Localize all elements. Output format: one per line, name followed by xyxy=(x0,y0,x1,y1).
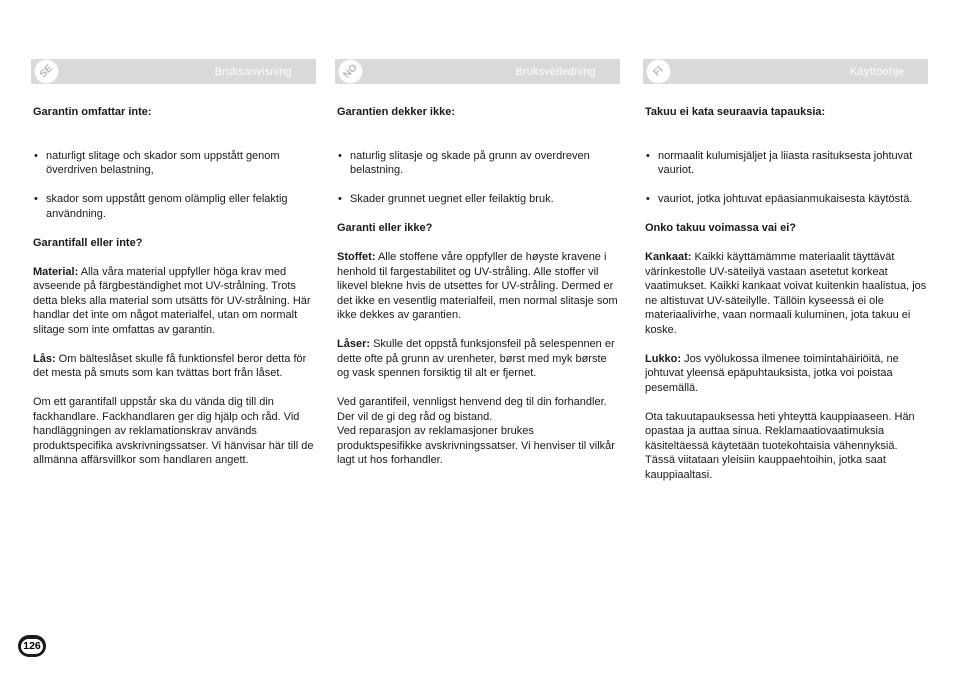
language-badge-se: SE xyxy=(30,55,63,88)
bullet-icon: • xyxy=(338,149,342,162)
language-badge-no: NO xyxy=(334,55,367,88)
paragraph-material-no: Stoffet: Alle stoffene våre oppfyller de høyste kravene i henhold til fargestabilitet og UV-stråling. Alle stoffer vil likevel blekne hvis de utsettes for UV-stråling. Dermed er det ikke en vesentlig materialfeil, men normal slitasje som ikke dekkes av garantien. xyxy=(337,251,618,321)
paragraph-lock-se: Lås: Om bälteslåset skulle få funktionsfel beror detta för det mesta på smuts som kan tvättas bort från låset. xyxy=(33,352,307,379)
column-fi xyxy=(643,59,928,481)
body-text-no xyxy=(337,105,621,468)
bullet-icon: • xyxy=(34,149,38,162)
list-item: • skador som uppstått genom olämplig eller felaktig användning. xyxy=(34,193,288,220)
header-bar-fi xyxy=(643,59,928,84)
bullet-icon: • xyxy=(34,193,38,205)
list-item: • naturligt slitage och skador som uppstått genom överdriven belastning, xyxy=(34,149,280,176)
body-text-se xyxy=(33,105,317,468)
paragraph-depreciation-no: Ved reparasjon av reklamasjoner brukes produktspesifikke avskrivningssatser. Vi henviser til vilkår lagt ut hos forhandler. xyxy=(337,425,615,466)
paragraph-claims-fi: Ota takuutapauksessa heti yhteyttä kauppiaaseen. Hän opastaa ja auttaa sinua. Reklamaatiovaatimuksia käsiteltäessä käytetään tuotekohtaisia vähennyksiä. Tässä viitataan yleisiin kauppaehtoihin, jotka saat kauppiaaltasi. xyxy=(645,410,915,481)
column-no xyxy=(335,59,620,466)
heading-warranty-case-se: Garantifall eller inte? xyxy=(33,236,143,249)
page-number-badge xyxy=(18,635,46,657)
heading-coverage-fi: Takuu ei kata seuraavia tapauksia: xyxy=(645,106,826,118)
column-se xyxy=(31,59,316,466)
list-item: • naturlig slitasje og skade på grunn av overdreven belastning. xyxy=(338,149,590,176)
list-item: • vauriot, jotka johtuvat epäasianmukaisesta käytöstä. xyxy=(646,193,913,205)
header-bar-se xyxy=(31,59,316,84)
paragraph-claims-se: Om ett garantifall uppstår ska du vända dig till din fackhandlare. Fackhandlaren ger dig hjälp och råd. Vid handläggningen av reklamationskrav används produktspecifika avskrivningssatser. Vi hänvisar här till de allmänna affärsvillkor som handlaren angett. xyxy=(33,396,314,466)
bullet-icon: • xyxy=(646,149,650,162)
bullet-icon: • xyxy=(646,193,650,205)
heading-coverage-se: Garantin omfattar inte: xyxy=(33,106,152,118)
language-badge-fi: FI xyxy=(642,55,675,88)
header-bar-no xyxy=(335,59,620,84)
heading-coverage-no: Garantien dekker ikke: xyxy=(337,106,456,118)
paragraph-lock-no: Låser: Skulle det oppstå funksjonsfeil på selespennen er dette ofte på grunn av urenheter, børst med myk børste og vask spennen forsiktig til alt er fjernet. xyxy=(337,338,615,379)
heading-warranty-case-fi: Onko takuu voimassa vai ei? xyxy=(645,222,797,234)
page-number: 126 xyxy=(23,639,41,652)
header-title-no: Bruksveiledning xyxy=(515,66,596,78)
header-title-se: Bruksanvisning xyxy=(214,66,292,78)
heading-warranty-case-no: Garanti eller ikke? xyxy=(337,222,433,234)
body-text-fi xyxy=(645,105,927,482)
paragraph-lock-fi: Lukko: Jos vyölukossa ilmenee toimintahäiriöitä, ne johtuvat yleensä epäpuhtauksista, jotka voi poistaa pesemällä. xyxy=(645,352,899,394)
paragraph-material-se: Material: Alla våra material uppfyller höga krav med avseende på färgbeständighet mot UV-strålning. Trots detta bleks alla material som utsätts för UV-strålning. Här handlar det inte om något materialfel, utan om normalt slitage som inte omfattas av garantin. xyxy=(33,265,311,336)
bullet-icon: • xyxy=(338,193,342,205)
paragraph-claims-no: Ved garantifeil, vennligst henvend deg til din forhandler. Der vil de gi deg råd og bistand. xyxy=(337,396,607,423)
list-item: • normaalit kulumisjäljet ja liiasta rasituksesta johtuvat vauriot. xyxy=(646,149,913,176)
paragraph-material-fi: Kankaat: Kaikki käyttämämme materiaalit täyttävät värinkestolle UV-säteilyä vastaan asetetut korkeat vaatimukset. Kaikki kankaat voivat kuitenkin haalistua, jos ne altistuvat UV-säteilylle. Tällöin kyseessä ei ole materiaalivirhe, vaan normaali kuluminen, jota takuu ei koske. xyxy=(645,251,927,336)
list-item: • Skader grunnet uegnet eller feilaktig bruk. xyxy=(338,193,554,205)
header-title-fi: Käyttöohje xyxy=(850,66,904,78)
